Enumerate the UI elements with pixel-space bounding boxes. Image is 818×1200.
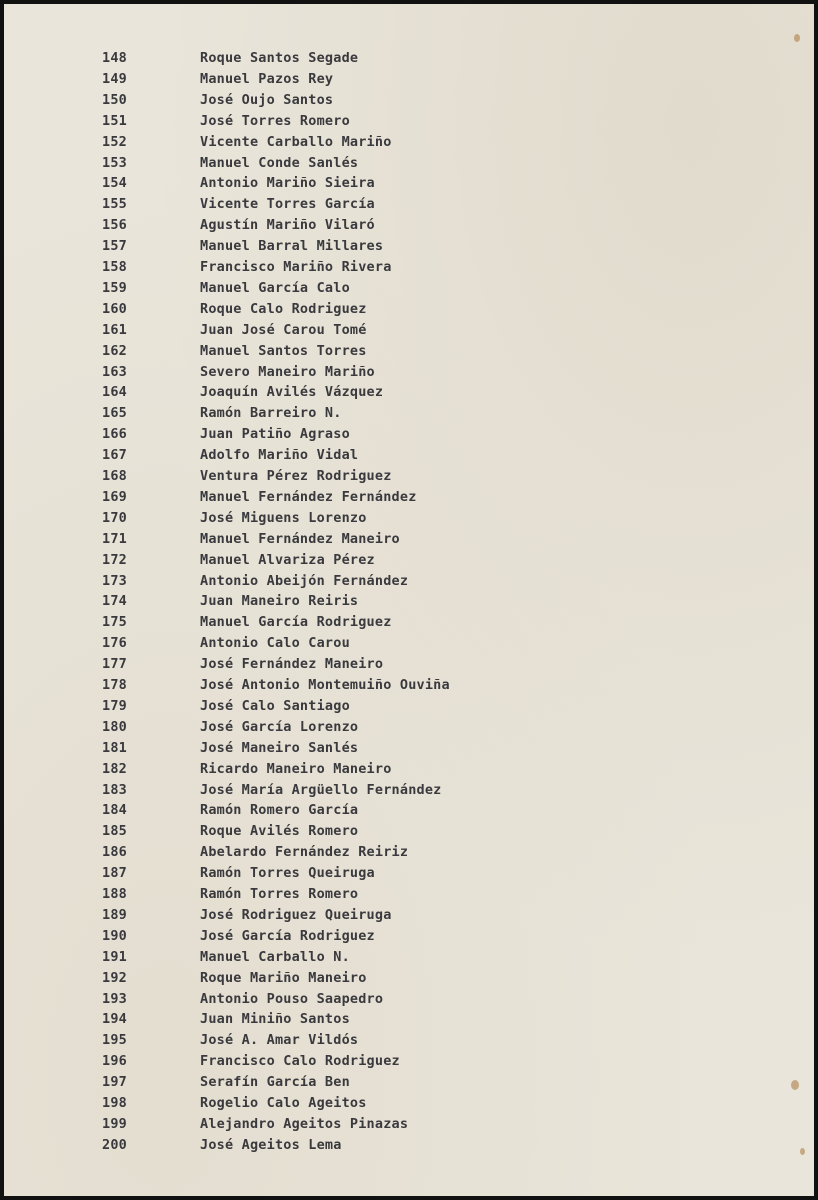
list-item [4, 886, 804, 906]
list-item [4, 384, 804, 404]
entry-number: 157 [102, 238, 127, 255]
entry-number: 154 [102, 175, 127, 192]
list-item [4, 301, 804, 321]
entry-number: 176 [102, 635, 127, 652]
entry-name: Manuel Alvariza Pérez [200, 551, 375, 568]
entry-number: 182 [102, 760, 127, 777]
entry-number: 187 [102, 865, 127, 882]
entry-number: 189 [102, 906, 127, 923]
entry-name: José María Argüello Fernández [200, 781, 442, 798]
entry-number: 168 [102, 468, 127, 484]
list-item [4, 802, 804, 822]
entry-name: Ramón Romero García [200, 802, 359, 819]
list-item [4, 698, 804, 718]
list-item [4, 113, 804, 133]
entry-name: Manuel Barral Millares [200, 238, 384, 255]
entry-name: José Calo Santiago [200, 697, 350, 714]
list-item [4, 782, 804, 802]
document-page [4, 4, 814, 1196]
list-item [4, 949, 804, 969]
entry-name: Joaquín Avilés Vázquez [200, 384, 384, 401]
list-item [4, 92, 804, 112]
entry-name: José Antonio Montemuiño Ouviña [200, 677, 450, 693]
entry-name: Juan Maneiro Reiris [200, 593, 359, 610]
entry-name: Francisco Mariño Rivera [200, 259, 392, 275]
entry-number: 161 [102, 321, 127, 338]
entry-number: 194 [102, 1011, 127, 1028]
entry-name: José Miguens Lorenzo [200, 509, 367, 526]
entry-name: José Oujo Santos [200, 91, 334, 108]
entry-number: 159 [102, 279, 127, 296]
entry-number: 151 [102, 112, 127, 129]
entry-name: Antonio Pouso Saapedro [200, 990, 384, 1007]
entry-name: Manuel Pazos Rey [200, 70, 334, 87]
entry-name: Manuel Conde Sanlés [200, 154, 359, 171]
entry-number: 160 [102, 300, 127, 317]
list-item [4, 761, 804, 781]
list-item [4, 907, 804, 927]
entry-name: José Maneiro Sanlés [200, 739, 359, 756]
list-item [4, 1011, 804, 1031]
entry-number: 193 [102, 990, 127, 1007]
entry-name: Alejandro Ageitos Pinazas [200, 1115, 409, 1132]
entry-name: Roque Mariño Maneiro [200, 969, 367, 986]
entry-number: 166 [102, 426, 127, 443]
entry-number: 163 [102, 363, 127, 380]
list-item [4, 405, 804, 425]
entry-number: 173 [102, 572, 127, 589]
entry-number: 177 [102, 656, 127, 673]
list-item [4, 614, 804, 634]
list-item [4, 196, 804, 216]
list-item [4, 719, 804, 739]
list-item [4, 322, 804, 342]
entry-name: Ricardo Maneiro Maneiro [200, 760, 392, 777]
entry-name: Manuel García Calo [200, 279, 350, 296]
entry-number: 191 [102, 948, 127, 965]
entry-number: 190 [102, 927, 127, 944]
entry-number: 181 [102, 739, 127, 756]
list-item [4, 865, 804, 885]
list-item [4, 259, 804, 279]
entry-number: 184 [102, 802, 127, 819]
list-item [4, 823, 804, 843]
entry-name: Abelardo Fernández Reiriz [200, 844, 409, 861]
entry-number: 180 [102, 718, 127, 735]
entry-number: 185 [102, 823, 127, 840]
entry-name: Juan José Carou Tomé [200, 321, 367, 338]
entry-number: 199 [102, 1115, 127, 1132]
entry-name: Antonio Abeijón Fernández [200, 572, 409, 589]
list-item [4, 1137, 804, 1157]
entry-name: José Fernández Maneiro [200, 656, 384, 673]
entry-number: 149 [102, 70, 127, 87]
entry-name: José Rodriguez Queiruga [200, 906, 392, 923]
entry-name: Roque Calo Rodriguez [200, 300, 367, 317]
list-item [4, 280, 804, 300]
list-item [4, 1074, 804, 1094]
list-item [4, 635, 804, 655]
list-item [4, 677, 804, 697]
entry-number: 156 [102, 217, 127, 234]
list-item [4, 50, 804, 70]
list-item [4, 531, 804, 551]
entry-number: 148 [102, 50, 127, 66]
list-item [4, 510, 804, 530]
list-item [4, 468, 804, 488]
entry-name: José García Rodriguez [200, 927, 375, 944]
list-item [4, 656, 804, 676]
entry-name: Adolfo Mariño Vidal [200, 447, 359, 464]
list-item [4, 134, 804, 154]
entry-number: 183 [102, 781, 127, 798]
entry-number: 152 [102, 133, 127, 150]
entry-number: 192 [102, 969, 127, 986]
entry-number: 169 [102, 488, 127, 505]
entry-number: 167 [102, 447, 127, 464]
list-item [4, 1032, 804, 1052]
list-item [4, 573, 804, 593]
entry-name: Ventura Pérez Rodriguez [200, 468, 392, 484]
entry-name: Manuel Fernández Fernández [200, 488, 417, 505]
entry-number: 165 [102, 405, 127, 422]
list-item [4, 740, 804, 760]
entry-number: 179 [102, 697, 127, 714]
entry-name: Antonio Calo Carou [200, 635, 350, 652]
list-item [4, 1116, 804, 1136]
entry-name: Manuel Santos Torres [200, 342, 367, 359]
list-item [4, 928, 804, 948]
entry-number: 196 [102, 1053, 127, 1070]
list-item [4, 426, 804, 446]
list-item [4, 1053, 804, 1073]
list-item [4, 175, 804, 195]
entry-number: 155 [102, 196, 127, 213]
list-item [4, 71, 804, 91]
list-item [4, 844, 804, 864]
entry-name: José A. Amar Vildós [200, 1032, 359, 1049]
entry-name: Manuel García Rodriguez [200, 614, 392, 631]
list-item [4, 593, 804, 613]
entry-number: 170 [102, 509, 127, 526]
entry-name: Roque Avilés Romero [200, 823, 359, 840]
list-item [4, 155, 804, 175]
name-list [4, 4, 814, 1196]
entry-name: Vicente Torres García [200, 196, 375, 213]
entry-name: Ramón Torres Romero [200, 886, 359, 902]
entry-number: 195 [102, 1032, 127, 1049]
entry-number: 174 [102, 593, 127, 610]
entry-number: 158 [102, 259, 127, 275]
entry-name: José García Lorenzo [200, 718, 359, 735]
list-item [4, 552, 804, 572]
list-item [4, 364, 804, 384]
entry-number: 198 [102, 1095, 127, 1111]
entry-name: Roque Santos Segade [200, 50, 359, 66]
entry-name: Ramón Barreiro N. [200, 405, 342, 422]
entry-number: 150 [102, 91, 127, 108]
entry-number: 164 [102, 384, 127, 401]
entry-name: Serafín García Ben [200, 1074, 350, 1091]
entry-number: 153 [102, 154, 127, 171]
entry-name: Vicente Carballo Mariño [200, 133, 392, 150]
list-item [4, 343, 804, 363]
entry-name: Agustín Mariño Vilaró [200, 217, 375, 234]
list-item [4, 1095, 804, 1115]
entry-number: 178 [102, 677, 127, 693]
list-item [4, 970, 804, 990]
entry-name: Juan Miniño Santos [200, 1011, 350, 1028]
entry-number: 186 [102, 844, 127, 861]
list-item [4, 447, 804, 467]
entry-number: 171 [102, 530, 127, 547]
entry-name: José Ageitos Lema [200, 1136, 342, 1153]
entry-name: Rogelio Calo Ageitos [200, 1095, 367, 1111]
entry-name: Severo Maneiro Mariño [200, 363, 375, 380]
entry-name: José Torres Romero [200, 112, 350, 129]
list-item [4, 489, 804, 509]
entry-number: 175 [102, 614, 127, 631]
entry-name: Manuel Fernández Maneiro [200, 530, 400, 547]
list-item [4, 991, 804, 1011]
entry-number: 200 [102, 1136, 127, 1153]
entry-name: Juan Patiño Agraso [200, 426, 350, 443]
entry-name: Francisco Calo Rodriguez [200, 1053, 400, 1070]
entry-number: 172 [102, 551, 127, 568]
list-item [4, 238, 804, 258]
list-item [4, 217, 804, 237]
entry-name: Ramón Torres Queiruga [200, 865, 375, 882]
entry-number: 162 [102, 342, 127, 359]
entry-name: Manuel Carballo N. [200, 948, 350, 965]
entry-name: Antonio Mariño Sieira [200, 175, 375, 192]
entry-number: 188 [102, 886, 127, 902]
entry-number: 197 [102, 1074, 127, 1091]
